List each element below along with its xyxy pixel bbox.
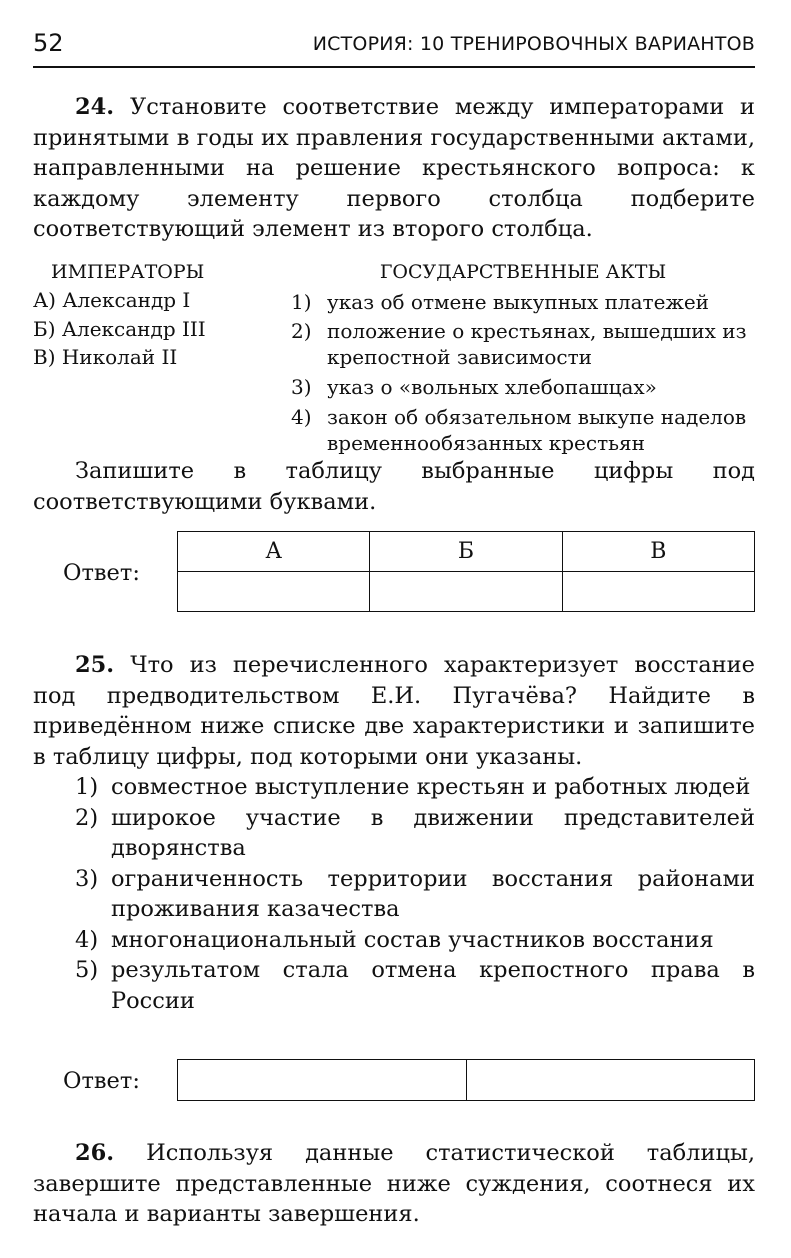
act-text: закон об обязательном выкупе наделов временнообязанных крестьян [327, 405, 747, 455]
answer-24-header-b: Б [370, 532, 562, 572]
answer-25-label: Ответ: [63, 1068, 140, 1094]
option-marker: 2) [75, 804, 99, 831]
option-25-1 [75, 772, 755, 803]
question-26-text [33, 1138, 755, 1230]
act-text: указ об отмене выкупных платежей [327, 290, 710, 314]
option-marker: 1) [75, 774, 99, 800]
answer-24-cell-a[interactable] [178, 572, 370, 612]
option-25-5 [75, 955, 755, 1016]
page-header [33, 28, 755, 68]
act-item-2 [291, 318, 755, 370]
emperor-name: Александр III [61, 316, 206, 341]
question-24-body: Установите соответствие между императорами и принятыми в годы их правления государственными актами, направленными на решение крестьянского вопроса: к каждому элементу первого столбца подберите соответствующий элемент из второго столбца. [33, 94, 755, 242]
textbook-page [33, 0, 755, 1258]
running-title: ИСТОРИЯ: 10 ТРЕНИРОВОЧНЫХ ВАРИАНТОВ [312, 33, 755, 55]
answer-24-input-row [178, 572, 755, 612]
question-26-body: Используя данные статистической таблицы, завершите представленные ниже суждения, соотнеся их начала и варианты завершения. [33, 1140, 756, 1227]
answer-25-input-row [178, 1060, 755, 1101]
option-marker: 3) [75, 865, 99, 892]
act-marker: 2) [291, 319, 312, 343]
act-item-3 [291, 374, 755, 400]
act-marker: 4) [291, 405, 312, 429]
acts-column [291, 258, 755, 456]
option-25-3 [75, 864, 755, 925]
question-24-text [33, 92, 755, 245]
answer-24-label: Ответ: [63, 560, 140, 586]
emperor-name: Николай II [61, 345, 178, 369]
answer-24-cell-v[interactable] [562, 572, 754, 612]
answer-24-header-row [178, 532, 755, 572]
act-item-1 [291, 289, 755, 315]
question-25-body: Что из перечисленного характеризует восстание под предводительством Е.И. Пугачёва? Найдите в приведённом ниже списке две характеристики и запишите в таблицу цифры, под которыми они указаны. [33, 652, 755, 770]
option-text: результатом стала отмена крепостного права в России [111, 957, 755, 1014]
act-marker: 3) [291, 375, 312, 399]
emperor-marker: А) [33, 288, 56, 312]
answer-24-cell-b[interactable] [370, 572, 562, 612]
act-text: положение о крестьянах, вышедших из крепостной зависимости [327, 319, 747, 369]
question-25-text [33, 650, 755, 772]
emperor-item-v [33, 343, 283, 372]
option-25-2 [75, 803, 755, 864]
answer-25-cell-2[interactable] [466, 1060, 755, 1101]
answer-25-table [177, 1059, 755, 1101]
option-25-4 [75, 925, 755, 956]
emperor-item-b [33, 315, 283, 344]
emperor-marker: Б) [33, 316, 56, 341]
option-text: совместное выступление крестьян и работных людей [111, 774, 751, 800]
answer-24-header-a: А [178, 532, 370, 572]
emperor-item-a [33, 286, 283, 315]
act-text: указ о «вольных хлебопашцах» [327, 375, 657, 399]
option-text: ограниченность территории восстания районами проживания казачества [111, 865, 755, 922]
question-25-number: 25. [75, 652, 115, 678]
emperors-heading: ИМПЕРАТОРЫ [51, 261, 205, 283]
option-text: многонациональный состав участников восстания [111, 926, 714, 953]
act-marker: 1) [291, 290, 312, 314]
option-marker: 4) [75, 926, 99, 953]
emperor-marker: В) [33, 345, 56, 369]
emperor-name: Александр I [62, 288, 191, 312]
page-number: 52 [33, 29, 64, 57]
act-item-4 [291, 404, 755, 456]
acts-heading: ГОСУДАРСТВЕННЫЕ АКТЫ [379, 261, 667, 283]
answer-24-table [177, 531, 755, 612]
emperors-column [33, 258, 283, 372]
option-text: широкое участие в движении представителей дворянства [111, 804, 755, 861]
option-marker: 5) [75, 957, 99, 983]
answer-24-header-v: В [562, 532, 754, 572]
answer-25-cell-1[interactable] [178, 1060, 467, 1101]
question-25-options [75, 772, 755, 1016]
question-24-number: 24. [75, 94, 115, 120]
question-26-number: 26. [75, 1140, 115, 1166]
question-24-instruction: Запишите в таблицу выбранные цифры под соответствующими буквами. [33, 458, 755, 515]
